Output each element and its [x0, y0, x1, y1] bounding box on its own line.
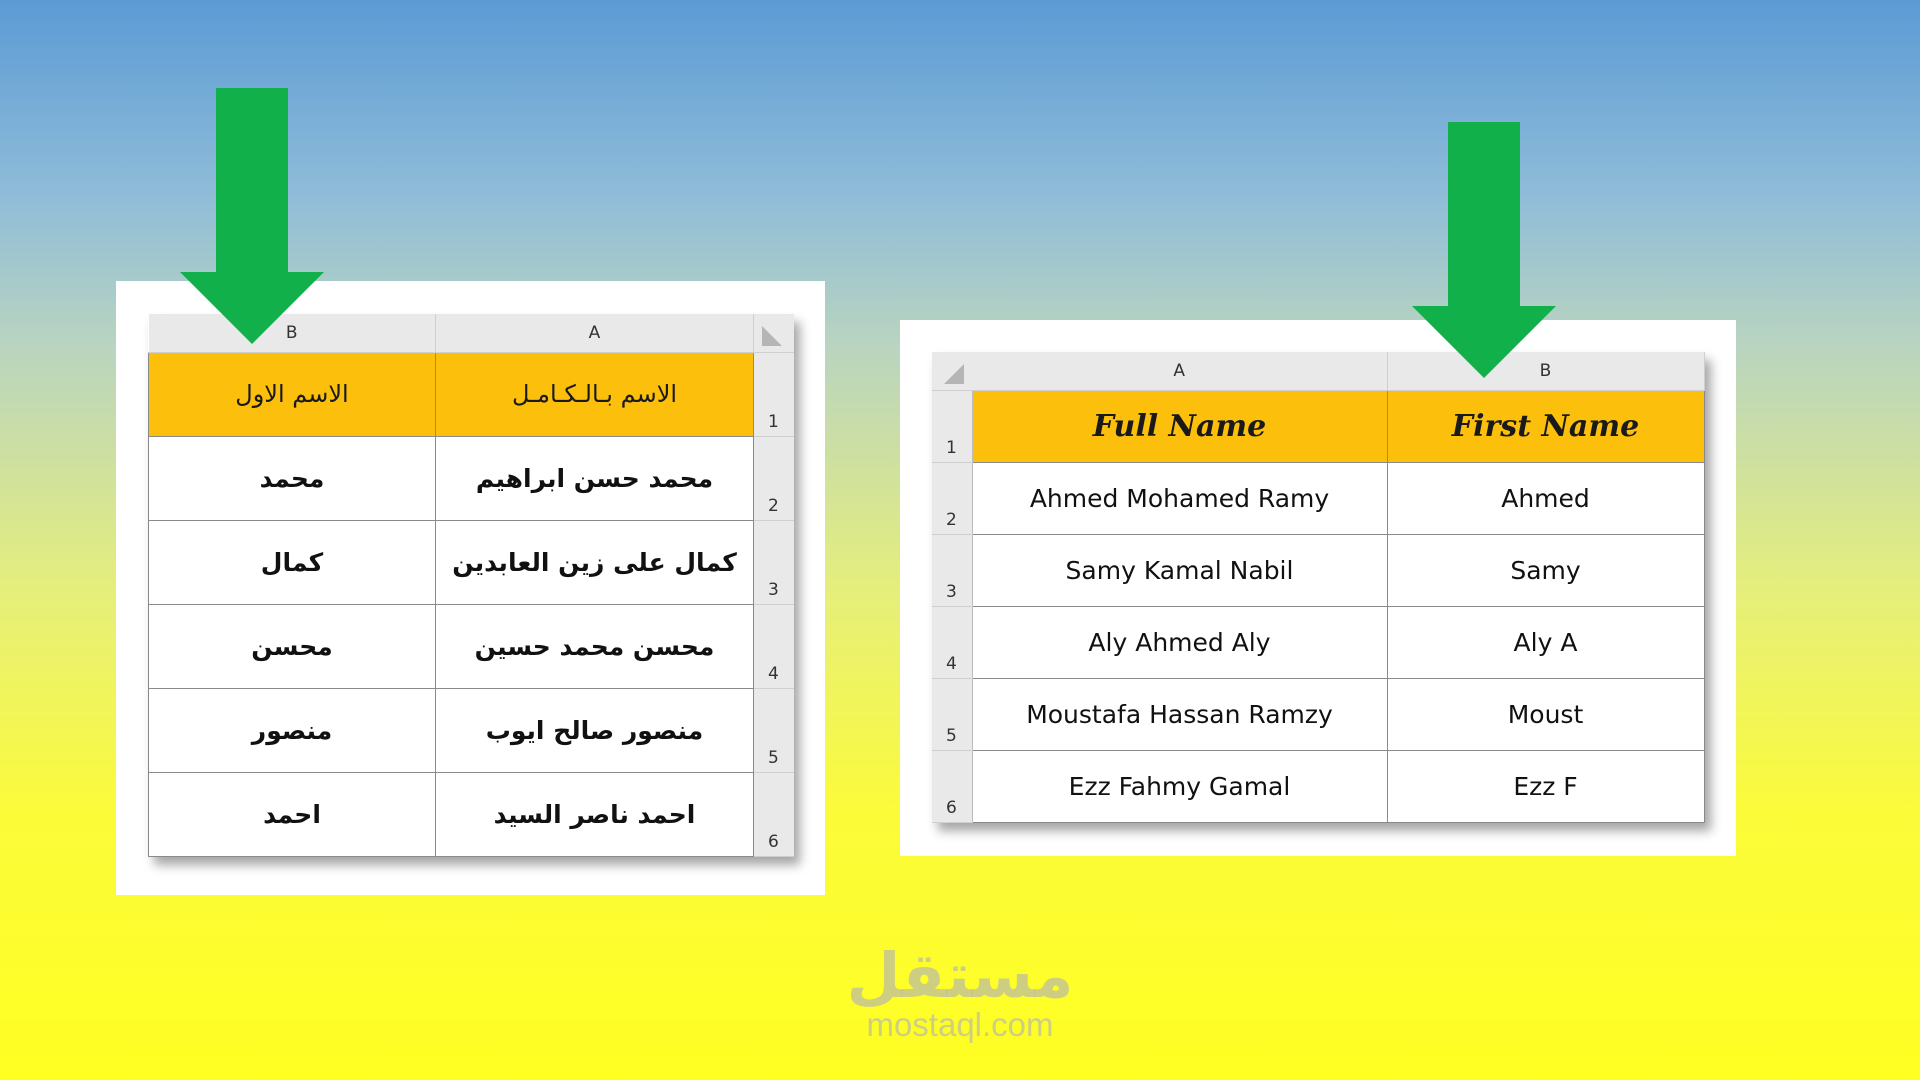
header-full-name[interactable]: Full Name: [972, 390, 1387, 462]
mostaql-watermark: [845, 939, 1075, 1043]
cell-full-name[interactable]: كمال على زين العابدين: [436, 520, 754, 604]
table-row: [149, 520, 794, 604]
row-header-5[interactable]: 5: [754, 688, 794, 772]
header-first-name[interactable]: الاسم الاول: [149, 352, 436, 436]
row-header-1[interactable]: 1: [754, 352, 794, 436]
cell-first-name[interactable]: محمد: [149, 436, 436, 520]
arabic-spreadsheet: [148, 314, 794, 857]
table-row: [149, 772, 794, 856]
table-row: [149, 604, 794, 688]
table-row: [932, 750, 1704, 822]
row-header-5[interactable]: 5: [932, 678, 972, 750]
table-row: [149, 688, 794, 772]
cell-first-name[interactable]: Moust: [1387, 678, 1704, 750]
cell-full-name[interactable]: Ezz Fahmy Gamal: [972, 750, 1387, 822]
select-all-corner[interactable]: [932, 352, 972, 390]
row-header-2[interactable]: 2: [754, 436, 794, 520]
select-all-corner[interactable]: [754, 314, 794, 352]
cell-full-name[interactable]: منصور صالح ايوب: [436, 688, 754, 772]
cell-first-name[interactable]: Samy: [1387, 534, 1704, 606]
table-row: [932, 678, 1704, 750]
cell-first-name[interactable]: منصور: [149, 688, 436, 772]
down-arrow-icon: [180, 88, 324, 344]
cell-full-name[interactable]: محسن محمد حسين: [436, 604, 754, 688]
cell-first-name[interactable]: احمد: [149, 772, 436, 856]
header-full-name[interactable]: الاسم بـالـكـامـل: [436, 352, 754, 436]
row-header-3[interactable]: 3: [754, 520, 794, 604]
column-header-b[interactable]: B: [1387, 352, 1704, 390]
cell-full-name[interactable]: Moustafa Hassan Ramzy: [972, 678, 1387, 750]
cell-first-name[interactable]: Aly A: [1387, 606, 1704, 678]
cell-first-name[interactable]: محسن: [149, 604, 436, 688]
watermark-latin: mostaql.com: [866, 1006, 1054, 1043]
right-card: [900, 320, 1736, 856]
column-header-b[interactable]: B: [149, 314, 436, 352]
row-header-2[interactable]: 2: [932, 462, 972, 534]
cell-full-name[interactable]: Samy Kamal Nabil: [972, 534, 1387, 606]
header-first-name[interactable]: First Name: [1387, 390, 1704, 462]
row-header-1[interactable]: 1: [932, 390, 972, 462]
row-header-6[interactable]: 6: [932, 750, 972, 822]
table-row: [932, 534, 1704, 606]
table-row: [932, 462, 1704, 534]
cell-full-name[interactable]: محمد حسن ابراهيم: [436, 436, 754, 520]
column-header-a[interactable]: A: [972, 352, 1387, 390]
table-row: [932, 606, 1704, 678]
row-header-3[interactable]: 3: [932, 534, 972, 606]
left-card: [116, 281, 825, 895]
column-header-a[interactable]: A: [436, 314, 754, 352]
row-header-4[interactable]: 4: [932, 606, 972, 678]
row-header-6[interactable]: 6: [754, 772, 794, 856]
down-arrow-icon: [1412, 122, 1556, 378]
row-header-4[interactable]: 4: [754, 604, 794, 688]
watermark-arabic: مستقل: [846, 939, 1074, 1012]
cell-full-name[interactable]: Ahmed Mohamed Ramy: [972, 462, 1387, 534]
cell-full-name[interactable]: Aly Ahmed Aly: [972, 606, 1387, 678]
cell-first-name[interactable]: كمال: [149, 520, 436, 604]
table-row: [149, 436, 794, 520]
english-spreadsheet: [932, 352, 1705, 823]
cell-full-name[interactable]: احمد ناصر السيد: [436, 772, 754, 856]
cell-first-name[interactable]: Ahmed: [1387, 462, 1704, 534]
cell-first-name[interactable]: Ezz F: [1387, 750, 1704, 822]
